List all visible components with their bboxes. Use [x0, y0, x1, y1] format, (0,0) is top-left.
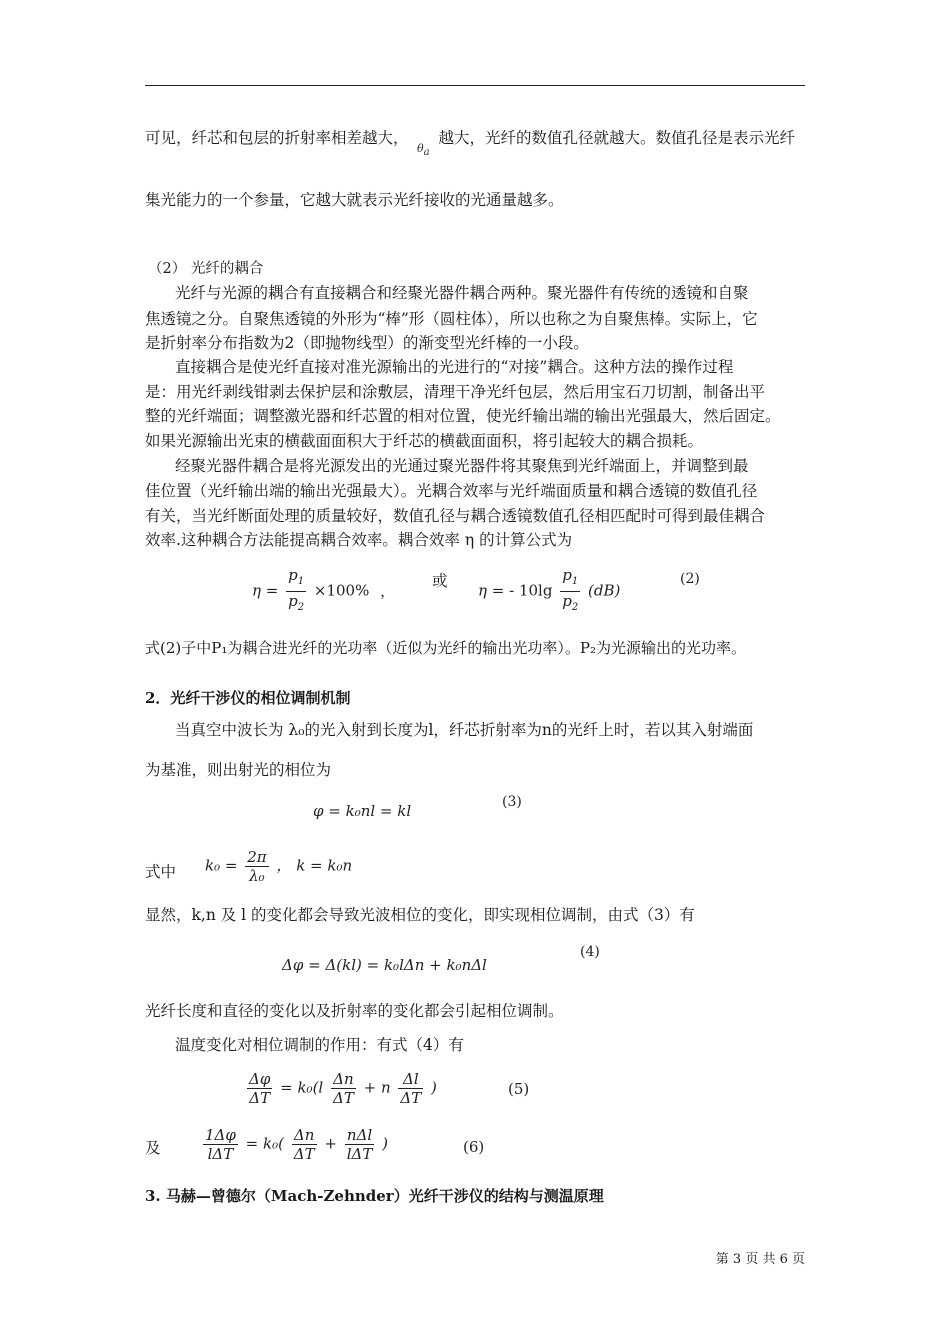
eq6-plus: + — [324, 1134, 337, 1153]
eq5-lhs-num: Δφ — [249, 1070, 271, 1088]
eq6-mid: = k₀( — [245, 1134, 284, 1153]
eq5-number: (5) — [508, 1080, 530, 1098]
eq6-f2-den: lΔT — [346, 1145, 373, 1163]
eq2-note: 式(2)子中P₁为耦合进光纤的光功率（近似为光纤的输出光功率）。P₂为光源输出的光功率。 — [145, 639, 746, 657]
coupling-line-1: 光纤与光源的耦合有直接耦合和经聚光器件耦合两种。聚光器件有传统的透镜和自聚 — [175, 284, 749, 302]
eq6-f1 — [292, 1126, 317, 1163]
equation-3: φ = k₀nl = kl — [313, 802, 412, 820]
coupling-line-4: 直接耦合是使光纤直接对准光源输出的光进行的“对接”耦合。这种方法的操作过程 — [175, 358, 734, 376]
eq6-lhs-num: 1Δφ — [205, 1126, 236, 1144]
eq6-lhs-den: lΔT — [207, 1145, 234, 1163]
section-phase-modulation-heading: 2．光纤干涉仪的相位调制机制 — [145, 689, 351, 707]
eq5-plus: + n — [363, 1078, 391, 1097]
section-coupling-heading: （2） 光纤的耦合 — [148, 261, 264, 277]
where-den: λ₀ — [249, 867, 265, 885]
eq3-number: (3) — [502, 794, 522, 810]
theta-a-symbol — [417, 142, 430, 158]
and-label: 及 — [145, 1139, 161, 1157]
temperature-line: 温度变化对相位调制的作用：有式（4）有 — [175, 1036, 464, 1054]
eq2-num-sub: 1 — [297, 576, 305, 587]
eq2-or: 或 — [432, 572, 448, 590]
eq4-number: (4) — [580, 944, 600, 960]
eq6-f2 — [345, 1126, 375, 1163]
equation-2-left — [252, 566, 395, 617]
coupling-line-7: 如果光源输出光束的横截面面积大于纤芯的横截面面积，将引起较大的耦合损耗。 — [145, 432, 704, 450]
para1-line1-a: 可见，纤芯和包层的折射率相差越大， — [145, 129, 409, 147]
coupling-line-3: 是折射率分布指数为2（即抛物线型）的渐变型光纤棒的一小段。 — [145, 334, 589, 352]
equation-6 — [200, 1126, 388, 1163]
length-line: 光纤长度和直径的变化以及折射率的变化都会引起相位调制。 — [145, 1002, 564, 1020]
eq5-lhs — [247, 1070, 272, 1107]
equation-2-right — [478, 566, 620, 617]
where-k0: k₀ = — [205, 856, 238, 875]
eq2-den-sub: 2 — [297, 602, 305, 613]
eq2-fraction-right — [560, 566, 580, 617]
eq5-lhs-den: ΔT — [249, 1089, 271, 1107]
eq2-num-right — [560, 566, 580, 592]
eq5-f1-den: ΔT — [333, 1089, 354, 1107]
coupling-line-8: 经聚光器件耦合是将光源发出的光通过聚光器件将其聚焦到光纤端面上，并调整到最 — [175, 457, 749, 475]
para1-line1 — [145, 128, 795, 148]
phase-line-2: 为基准，则出射光的相位为 — [145, 761, 332, 779]
where-fraction — [245, 848, 268, 885]
equation-5 — [244, 1070, 437, 1107]
eq2-equals: = — [265, 581, 279, 600]
eq5-f2-num: Δl — [398, 1070, 423, 1089]
eq6-lhs — [203, 1126, 238, 1163]
coupling-line-11: 效率.这种耦合方法能提高耦合效率。耦合效率 η 的计算公式为 — [145, 531, 573, 549]
eq5-close: ) — [431, 1078, 437, 1097]
eq6-number: (6) — [463, 1138, 485, 1156]
eq2-num — [286, 566, 306, 592]
eq5-f1-num: Δn — [331, 1070, 356, 1089]
where-num: 2π — [247, 848, 267, 866]
section-mach-zehnder-heading: 3. 马赫—曾德尔（Mach-Zehnder）光纤干涉仪的结构与测温原理 — [145, 1187, 604, 1205]
coupling-line-9: 佳位置（光纤输出端的输出光强最大）。光耦合效率与光纤端面质量和耦合透镜的数值孔径 — [145, 482, 758, 500]
eq2-den-right-p: p — [562, 592, 572, 610]
eq5-f1 — [331, 1070, 356, 1107]
coupling-line-2: 焦透镜之分。自聚焦透镜的外形为“棒”形（圆柱体），所以也称之为自聚焦棒。实际上，它 — [145, 310, 758, 328]
header-rule — [145, 85, 805, 86]
eq2-den-right-sub: 2 — [571, 602, 579, 613]
para1-line1-b: 越大，光纤的数值孔径就越大。数值孔径是表示光纤 — [438, 129, 796, 147]
eq5-mid: = k₀(l — [280, 1078, 324, 1097]
eq2-rhs-prefix: = - 10lg — [491, 581, 553, 600]
eq2-comma: ， — [380, 581, 396, 600]
coupling-line-10: 有关，当光纤断面处理的质量较好，数值孔径与耦合透镜数值孔径相匹配时可得到最佳耦合 — [145, 507, 766, 525]
eq2-den — [286, 592, 306, 617]
eq2-den-right — [560, 592, 580, 617]
eq2-number: (2) — [680, 571, 700, 587]
eq2-den-p: p — [288, 592, 298, 610]
eq5-f2-den: ΔT — [400, 1089, 422, 1107]
theta-glyph: θ — [417, 142, 424, 155]
eq2-num-right-p: p — [562, 566, 572, 584]
obvious-line: 显然，k,n 及 l 的变化都会导致光波相位的变化，即实现相位调制，由式（3）有 — [145, 906, 695, 924]
eq2-fraction — [286, 566, 306, 617]
eq2-num-p: p — [288, 566, 298, 584]
para1-line2: 集光能力的一个参量，它越大就表示光纤接收的光通量越多。 — [145, 191, 564, 209]
where-k: ， k = k₀n — [276, 856, 353, 875]
theta-sub: a — [423, 147, 430, 159]
eq2-eta: η — [252, 581, 261, 600]
eq2-times-pct: ×100% — [313, 581, 370, 600]
eq6-f1-num: Δn — [292, 1126, 317, 1145]
eq6-f2-num: nΔl — [345, 1126, 375, 1145]
where-k0-definition — [205, 848, 352, 885]
coupling-line-5: 是：用光纤剥线钳剥去保护层和涂敷层，清理干净光纤包层，然后用宝石刀切割，制备出平 — [145, 383, 766, 401]
eq6-f1-den: ΔT — [293, 1145, 315, 1163]
eq6-close: ) — [382, 1134, 389, 1153]
coupling-line-6: 整的光纤端面；调整激光器和纤芯置的相对位置，使光纤输出端的输出光强最大，然后固定。 — [145, 407, 781, 425]
eq2-num-right-sub: 1 — [571, 576, 579, 587]
eq2-unit: (dB) — [588, 581, 621, 600]
eq5-f2 — [398, 1070, 423, 1107]
where-label: 式中 — [145, 863, 177, 881]
page-footer: 第 3 页 共 6 页 — [715, 1252, 805, 1267]
equation-4: Δφ = Δ(kl) = k₀lΔn + k₀nΔl — [282, 956, 487, 974]
eq2-eta-right: η — [478, 581, 487, 600]
phase-line-1: 当真空中波长为 λ₀的光入射到长度为l，纤芯折射率为n的光纤上时，若以其入射端面 — [175, 721, 754, 739]
